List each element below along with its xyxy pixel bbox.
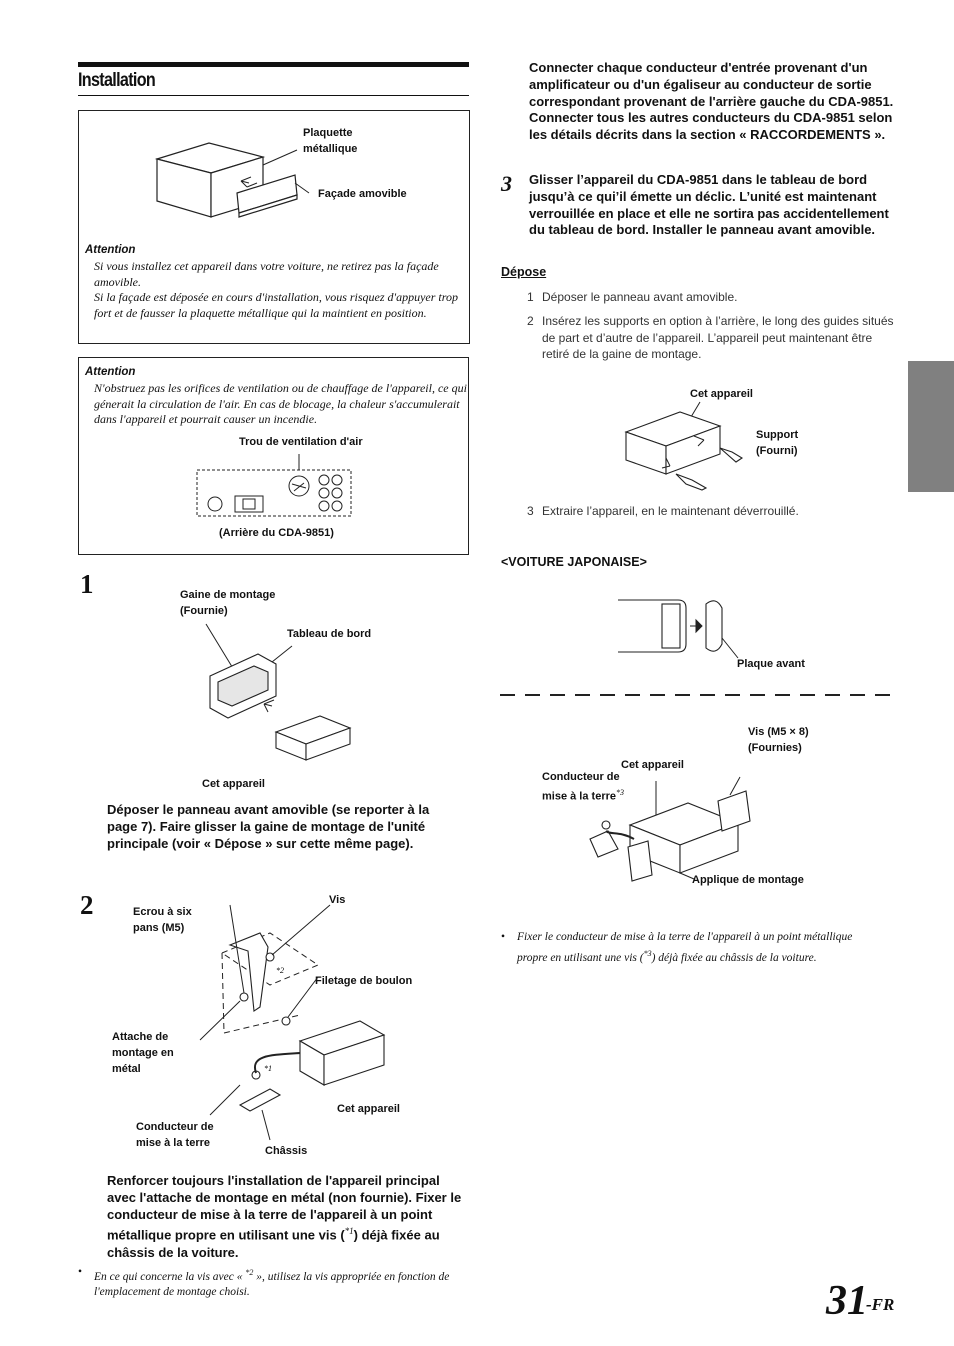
step-2-note-a: En ce qui concerne la vis avec « [94, 1270, 246, 1283]
header-rule-top [78, 62, 469, 67]
bracket-label: Applique de montage [692, 874, 804, 886]
front-plate-label: Plaque avant [737, 658, 805, 670]
step-1-number: 1 [80, 569, 94, 599]
sleeve-illustration [200, 620, 350, 760]
support-label: Support (Fourni) [756, 429, 799, 457]
mark-1: *1 [264, 1064, 272, 1073]
depose-item-2-num: 2 [527, 314, 534, 328]
header-rule-bottom [78, 95, 469, 96]
attention-text-1a: Si vous installez cet appareil dans votre voiture, ne retirez pas la façade amovible. [94, 259, 439, 289]
attention-title-2: Attention [85, 366, 136, 378]
ventilation-warning-box [78, 357, 469, 555]
depose-item-2 [527, 313, 897, 365]
ground-label-3-text: Conducteur de mise à la terre [542, 771, 620, 803]
depose-item-2-text: Insérez les supports en option à l’arrière, le long des guides situés de part et d’autre de l’appareil. L’appareil peut maintenant être retiré de la gaine de montage. [542, 314, 894, 361]
depose-item-1-num: 1 [527, 290, 534, 304]
mark-2: *2 [276, 966, 284, 975]
depose-item-3-num: 3 [527, 504, 534, 518]
unit-label-1: Cet appareil [202, 778, 265, 790]
bullet-dot: • [78, 1266, 83, 1278]
attention-text-2: N'obstruez pas les orifices de ventilation ou de chauffage de l'appareil, ce qui génerait la circulation de l'air. En cas de blocage, la chaleur s'accumulerait dans l'appareil et pourrait causer un incendie. [94, 381, 467, 427]
step-3-number: 3 [501, 171, 512, 196]
side-tab [908, 361, 954, 492]
facade-label: Façade amovible [318, 188, 407, 200]
attention-text-1b: Si la façade est déposée en cours d'installation, vous risquez d'appuyer trop fort et de fausser la plaquette métallique qui la maintient en position. [94, 290, 458, 320]
ground-note-a: Fixer le conducteur de mise à la terre de l'appareil à un point métallique propre en utilisant une vis ( [517, 931, 853, 964]
unit-label-3: Cet appareil [690, 388, 753, 400]
depose-title: Dépose [501, 265, 547, 279]
step-2-number: 2 [80, 890, 94, 920]
rear-label: (Arrière du CDA-9851) [219, 527, 334, 539]
voiture-title: <VOITURE JAPONAISE> [501, 555, 647, 569]
depose-item-3 [527, 503, 897, 521]
page-suffix: -FR [866, 1295, 895, 1314]
chassis-label: Châssis [265, 1145, 308, 1157]
step-2-text-b: ) déjà fixée au châssis de la voiture. [107, 1227, 440, 1260]
depose-item-3-text: Extraire l’appareil, en le maintenant déverrouillé. [542, 504, 799, 518]
step-2-text-mark: *1 [344, 1226, 354, 1237]
ground-mark-3: *3 [616, 788, 624, 797]
plate-label: Plaquette métallique [303, 127, 358, 155]
connect-text: Connecter chaque conducteur d'entrée provenant d'un amplificateur ou d'un égaliseur au conducteur de sortie correspondant provenant de l'arrière gauche du CDA-9851. Connecter tous les autres conducteurs du CDA-9851 selon les détails décrits dans la section « RACCORDEMENTS ». [529, 60, 894, 143]
step-2-text [107, 1173, 472, 1261]
page-number: 31 [826, 1278, 868, 1324]
mounting-illustration [200, 905, 390, 1130]
japanese-mount-illustration [590, 775, 765, 885]
screw-label: Vis [329, 894, 346, 906]
nut-label: Ecrou à six pans (M5) [133, 906, 192, 934]
depose-item-1 [527, 289, 897, 307]
front-plate-illustration [616, 594, 731, 658]
unit-label-2: Cet appareil [337, 1103, 400, 1115]
strap-label: Attache de montage en métal [112, 1031, 174, 1075]
ground-note-b: ) déjà fixée au châssis de la voiture. [651, 951, 817, 964]
sleeve-label: Gaine de montage (Fournie) [180, 589, 276, 617]
step-2-note-mark: *2 [245, 1268, 254, 1277]
attention-title-1: Attention [85, 244, 136, 256]
unit-label-4: Cet appareil [621, 759, 684, 771]
bullet-dot-2: • [501, 931, 506, 943]
step-1-text: Déposer le panneau avant amovible (se reporter à la page 7). Faire glisser la gaine de montage de l'unité principale (voir « Dépose » sur cette même page). [107, 802, 430, 851]
removal-illustration [620, 400, 760, 495]
step-2-note-b: », utilisez la vis appropriée en fonction de l'emplacement de montage choisi. [94, 1270, 450, 1299]
dash-label: Tableau de bord [287, 628, 372, 640]
bolt-label: Filetage de boulon [315, 975, 413, 987]
vent-label: Trou de ventilation d'air [239, 436, 363, 448]
screws-label: Vis (M5 × 8) (Fournies) [748, 726, 809, 754]
section-title: Installation [78, 70, 156, 91]
rear-panel-illustration [197, 454, 352, 519]
ground-label-2: Conducteur de mise à la terre [136, 1121, 214, 1149]
step-3-text: Glisser l’appareil du CDA-9851 dans le tableau de bord jusqu’à ce qui’il émette un déclic. L’unité est maintenant verrouillée en place et elle ne sortira pas accidentellement du tableau de bord. Installer le panneau avant amovible. [529, 172, 889, 238]
depose-item-1-text: Déposer le panneau avant amovible. [542, 290, 738, 304]
facade-warning-box [78, 110, 470, 344]
step-2-text-a: Renforcer toujours l'installation de l'appareil principal avec l'attache de montage en métal (non fournie). Fixer le conducteur de mise à la terre de l'appareil à un point métallique propre en utilisant une vis ( [107, 1173, 462, 1243]
dashed-divider [500, 694, 892, 696]
ground-note-mark: *3 [643, 948, 652, 958]
